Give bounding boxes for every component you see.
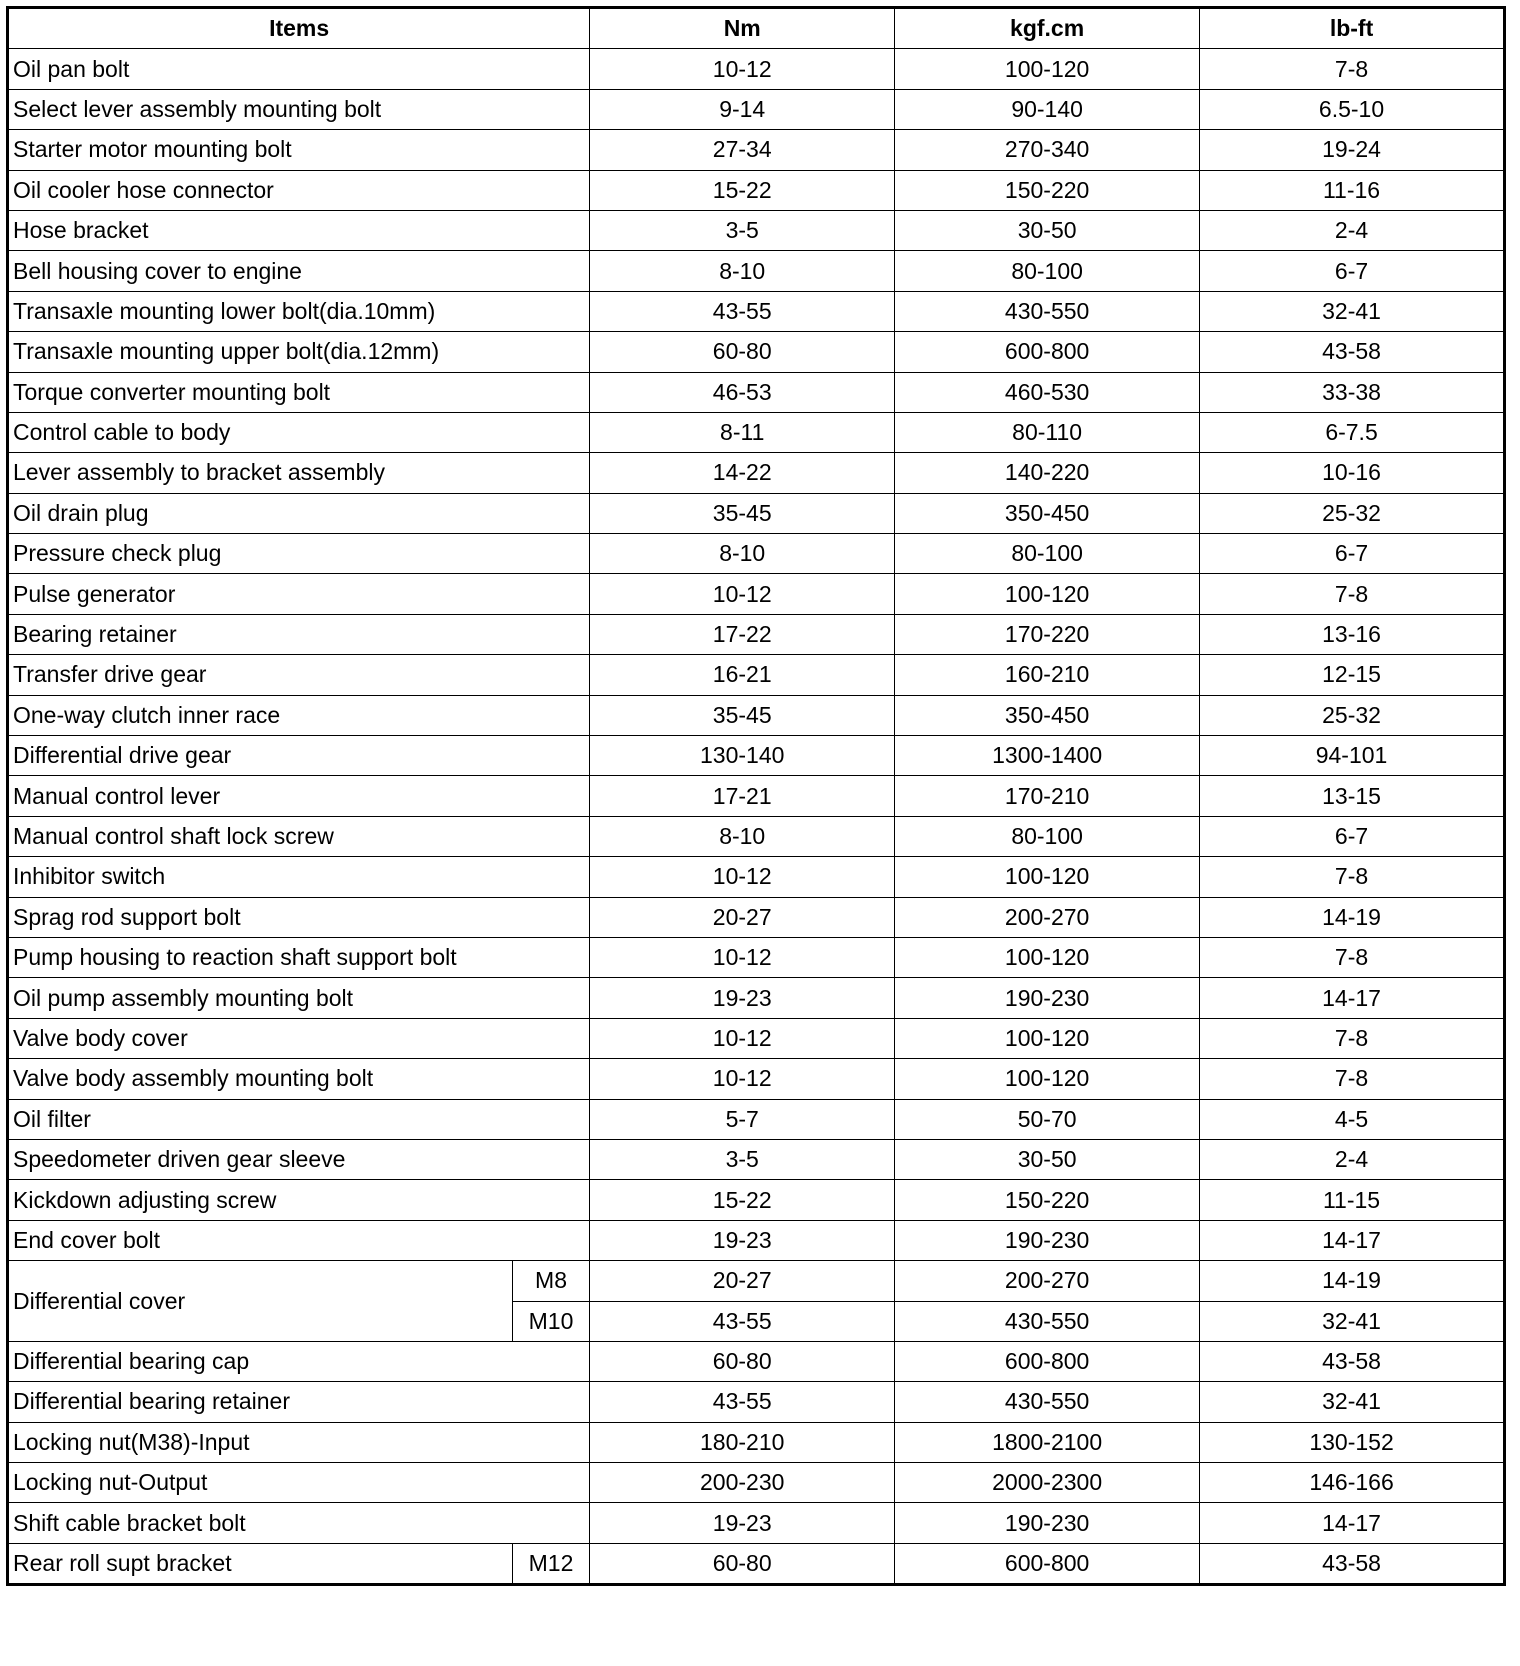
lb-ft-value-cell: 94-101 [1200, 736, 1505, 776]
nm-value-cell: 10-12 [590, 49, 895, 89]
lb-ft-value-cell: 2-4 [1200, 1139, 1505, 1179]
lb-ft-value-cell: 32-41 [1200, 291, 1505, 331]
lb-ft-value-cell: 14-19 [1200, 897, 1505, 937]
item-name-cell: Manual control shaft lock screw [8, 816, 590, 856]
nm-value-cell: 15-22 [590, 170, 895, 210]
item-name-cell: Transaxle mounting lower bolt(dia.10mm) [8, 291, 590, 331]
kgf-cm-value-cell: 200-270 [895, 897, 1200, 937]
nm-value-cell: 8-11 [590, 412, 895, 452]
kgf-cm-value-cell: 80-110 [895, 412, 1200, 452]
kgf-cm-value-cell: 2000-2300 [895, 1463, 1200, 1503]
header-kgf-cm: kgf.cm [895, 8, 1200, 49]
lb-ft-value-cell: 33-38 [1200, 372, 1505, 412]
table-row [8, 816, 1505, 856]
table-row [8, 574, 1505, 614]
kgf-cm-value-cell: 140-220 [895, 453, 1200, 493]
lb-ft-value-cell: 7-8 [1200, 1059, 1505, 1099]
table-row [8, 1180, 1505, 1220]
table-row [8, 736, 1505, 776]
kgf-cm-value-cell: 100-120 [895, 857, 1200, 897]
item-name-cell: Bell housing cover to engine [8, 251, 590, 291]
lb-ft-value-cell: 25-32 [1200, 493, 1505, 533]
item-name-cell: Shift cable bracket bolt [8, 1503, 590, 1543]
lb-ft-value-cell: 7-8 [1200, 937, 1505, 977]
kgf-cm-value-cell: 80-100 [895, 534, 1200, 574]
kgf-cm-value-cell: 100-120 [895, 49, 1200, 89]
kgf-cm-value-cell: 80-100 [895, 816, 1200, 856]
kgf-cm-value-cell: 460-530 [895, 372, 1200, 412]
kgf-cm-value-cell: 270-340 [895, 130, 1200, 170]
table-row [8, 1220, 1505, 1260]
table-row [8, 291, 1505, 331]
item-name-cell: Speedometer driven gear sleeve [8, 1139, 590, 1179]
lb-ft-value-cell: 43-58 [1200, 332, 1505, 372]
table-row [8, 776, 1505, 816]
nm-value-cell: 10-12 [590, 937, 895, 977]
lb-ft-value-cell: 12-15 [1200, 655, 1505, 695]
table-row [8, 1341, 1505, 1381]
nm-value-cell: 180-210 [590, 1422, 895, 1462]
kgf-cm-value-cell: 50-70 [895, 1099, 1200, 1139]
lb-ft-value-cell: 7-8 [1200, 1018, 1505, 1058]
lb-ft-value-cell: 13-16 [1200, 614, 1505, 654]
nm-value-cell: 46-53 [590, 372, 895, 412]
lb-ft-value-cell: 32-41 [1200, 1382, 1505, 1422]
table-row [8, 130, 1505, 170]
lb-ft-value-cell: 146-166 [1200, 1463, 1505, 1503]
table-row [8, 1059, 1505, 1099]
header-row [8, 8, 1505, 49]
kgf-cm-value-cell: 150-220 [895, 170, 1200, 210]
table-row [8, 534, 1505, 574]
lb-ft-value-cell: 6-7.5 [1200, 412, 1505, 452]
nm-value-cell: 19-23 [590, 978, 895, 1018]
table-row [8, 372, 1505, 412]
table-row [8, 1139, 1505, 1179]
item-name-cell: Oil cooler hose connector [8, 170, 590, 210]
lb-ft-value-cell: 7-8 [1200, 49, 1505, 89]
lb-ft-value-cell: 19-24 [1200, 130, 1505, 170]
nm-value-cell: 35-45 [590, 695, 895, 735]
item-name-cell: Differential bearing cap [8, 1341, 590, 1381]
table-row [8, 1422, 1505, 1462]
kgf-cm-value-cell: 1800-2100 [895, 1422, 1200, 1462]
item-name-cell: Oil filter [8, 1099, 590, 1139]
item-name-cell: Lever assembly to bracket assembly [8, 453, 590, 493]
kgf-cm-value-cell: 170-210 [895, 776, 1200, 816]
torque-spec-table [6, 6, 1506, 1586]
nm-value-cell: 10-12 [590, 1059, 895, 1099]
kgf-cm-value-cell: 80-100 [895, 251, 1200, 291]
nm-value-cell: 3-5 [590, 210, 895, 250]
table-row [8, 655, 1505, 695]
kgf-cm-value-cell: 1300-1400 [895, 736, 1200, 776]
nm-value-cell: 15-22 [590, 1180, 895, 1220]
table-row [8, 937, 1505, 977]
table-row [8, 1099, 1505, 1139]
header-items: Items [8, 8, 590, 49]
table-row [8, 170, 1505, 210]
item-name-cell: Inhibitor switch [8, 857, 590, 897]
nm-value-cell: 60-80 [590, 1341, 895, 1381]
lb-ft-value-cell: 11-15 [1200, 1180, 1505, 1220]
table-row [8, 897, 1505, 937]
item-name-cell: Kickdown adjusting screw [8, 1180, 590, 1220]
kgf-cm-value-cell: 600-800 [895, 332, 1200, 372]
item-name-cell: Manual control lever [8, 776, 590, 816]
item-name-cell: Hose bracket [8, 210, 590, 250]
lb-ft-value-cell: 6-7 [1200, 251, 1505, 291]
table-row [8, 695, 1505, 735]
kgf-cm-value-cell: 190-230 [895, 1503, 1200, 1543]
lb-ft-value-cell: 14-17 [1200, 1220, 1505, 1260]
kgf-cm-value-cell: 170-220 [895, 614, 1200, 654]
item-name-cell: Pulse generator [8, 574, 590, 614]
nm-value-cell: 20-27 [590, 1261, 895, 1301]
lb-ft-value-cell: 11-16 [1200, 170, 1505, 210]
nm-value-cell: 60-80 [590, 1543, 895, 1584]
item-name-cell: Sprag rod support bolt [8, 897, 590, 937]
kgf-cm-value-cell: 350-450 [895, 695, 1200, 735]
table-row [8, 493, 1505, 533]
kgf-cm-value-cell: 90-140 [895, 89, 1200, 129]
nm-value-cell: 60-80 [590, 332, 895, 372]
nm-value-cell: 43-55 [590, 291, 895, 331]
table-row [8, 1503, 1505, 1543]
lb-ft-value-cell: 14-17 [1200, 978, 1505, 1018]
kgf-cm-value-cell: 190-230 [895, 978, 1200, 1018]
lb-ft-value-cell: 32-41 [1200, 1301, 1505, 1341]
kgf-cm-value-cell: 600-800 [895, 1341, 1200, 1381]
item-name-cell: Rear roll supt bracket [8, 1543, 513, 1584]
kgf-cm-value-cell: 30-50 [895, 1139, 1200, 1179]
nm-value-cell: 14-22 [590, 453, 895, 493]
item-name-cell: Pump housing to reaction shaft support bolt [8, 937, 590, 977]
table-row [8, 1463, 1505, 1503]
table-row [8, 978, 1505, 1018]
lb-ft-value-cell: 25-32 [1200, 695, 1505, 735]
table-row [8, 251, 1505, 291]
item-name-cell: Differential drive gear [8, 736, 590, 776]
nm-value-cell: 10-12 [590, 857, 895, 897]
item-name-cell: Locking nut(M38)-Input [8, 1422, 590, 1462]
item-name-cell: Valve body assembly mounting bolt [8, 1059, 590, 1099]
item-size-cell: M8 [512, 1261, 590, 1301]
lb-ft-value-cell: 14-19 [1200, 1261, 1505, 1301]
table-row [8, 1261, 1505, 1301]
item-name-cell: Starter motor mounting bolt [8, 130, 590, 170]
nm-value-cell: 8-10 [590, 816, 895, 856]
nm-value-cell: 27-34 [590, 130, 895, 170]
lb-ft-value-cell: 6-7 [1200, 816, 1505, 856]
kgf-cm-value-cell: 350-450 [895, 493, 1200, 533]
kgf-cm-value-cell: 430-550 [895, 291, 1200, 331]
lb-ft-value-cell: 130-152 [1200, 1422, 1505, 1462]
nm-value-cell: 43-55 [590, 1382, 895, 1422]
nm-value-cell: 8-10 [590, 251, 895, 291]
kgf-cm-value-cell: 430-550 [895, 1301, 1200, 1341]
item-size-cell: M12 [512, 1543, 590, 1584]
table-row [8, 1382, 1505, 1422]
kgf-cm-value-cell: 100-120 [895, 1018, 1200, 1058]
lb-ft-value-cell: 14-17 [1200, 1503, 1505, 1543]
table-row [8, 210, 1505, 250]
kgf-cm-value-cell: 100-120 [895, 1059, 1200, 1099]
item-name-cell: Valve body cover [8, 1018, 590, 1058]
table-row [8, 1018, 1505, 1058]
lb-ft-value-cell: 6.5-10 [1200, 89, 1505, 129]
table-row [8, 453, 1505, 493]
lb-ft-value-cell: 7-8 [1200, 574, 1505, 614]
lb-ft-value-cell: 6-7 [1200, 534, 1505, 574]
item-name-cell: Locking nut-Output [8, 1463, 590, 1503]
nm-value-cell: 19-23 [590, 1503, 895, 1543]
nm-value-cell: 20-27 [590, 897, 895, 937]
table-row [8, 49, 1505, 89]
item-name-cell: One-way clutch inner race [8, 695, 590, 735]
item-name-cell: Control cable to body [8, 412, 590, 452]
nm-value-cell: 10-12 [590, 574, 895, 614]
table-row [8, 89, 1505, 129]
table-row [8, 332, 1505, 372]
nm-value-cell: 17-22 [590, 614, 895, 654]
nm-value-cell: 8-10 [590, 534, 895, 574]
item-name-cell: Torque converter mounting bolt [8, 372, 590, 412]
table-body [8, 49, 1505, 1585]
nm-value-cell: 43-55 [590, 1301, 895, 1341]
nm-value-cell: 35-45 [590, 493, 895, 533]
nm-value-cell: 9-14 [590, 89, 895, 129]
lb-ft-value-cell: 4-5 [1200, 1099, 1505, 1139]
item-name-cell: Pressure check plug [8, 534, 590, 574]
item-name-cell: Oil pan bolt [8, 49, 590, 89]
table-row [8, 412, 1505, 452]
nm-value-cell: 5-7 [590, 1099, 895, 1139]
lb-ft-value-cell: 7-8 [1200, 857, 1505, 897]
header-nm: Nm [590, 8, 895, 49]
kgf-cm-value-cell: 190-230 [895, 1220, 1200, 1260]
lb-ft-value-cell: 13-15 [1200, 776, 1505, 816]
nm-value-cell: 19-23 [590, 1220, 895, 1260]
table-row [8, 1543, 1505, 1584]
item-name-cell: Differential bearing retainer [8, 1382, 590, 1422]
nm-value-cell: 3-5 [590, 1139, 895, 1179]
lb-ft-value-cell: 10-16 [1200, 453, 1505, 493]
kgf-cm-value-cell: 200-270 [895, 1261, 1200, 1301]
item-name-cell: Oil pump assembly mounting bolt [8, 978, 590, 1018]
kgf-cm-value-cell: 150-220 [895, 1180, 1200, 1220]
table-row [8, 857, 1505, 897]
kgf-cm-value-cell: 100-120 [895, 574, 1200, 614]
kgf-cm-value-cell: 600-800 [895, 1543, 1200, 1584]
nm-value-cell: 200-230 [590, 1463, 895, 1503]
lb-ft-value-cell: 2-4 [1200, 210, 1505, 250]
item-size-cell: M10 [512, 1301, 590, 1341]
lb-ft-value-cell: 43-58 [1200, 1341, 1505, 1381]
item-name-cell: End cover bolt [8, 1220, 590, 1260]
nm-value-cell: 16-21 [590, 655, 895, 695]
kgf-cm-value-cell: 30-50 [895, 210, 1200, 250]
item-name-cell: Differential cover [8, 1261, 513, 1342]
item-name-cell: Select lever assembly mounting bolt [8, 89, 590, 129]
header-lb-ft: lb-ft [1200, 8, 1505, 49]
nm-value-cell: 130-140 [590, 736, 895, 776]
kgf-cm-value-cell: 160-210 [895, 655, 1200, 695]
nm-value-cell: 10-12 [590, 1018, 895, 1058]
table-row [8, 614, 1505, 654]
kgf-cm-value-cell: 100-120 [895, 937, 1200, 977]
item-name-cell: Bearing retainer [8, 614, 590, 654]
item-name-cell: Transfer drive gear [8, 655, 590, 695]
item-name-cell: Oil drain plug [8, 493, 590, 533]
kgf-cm-value-cell: 430-550 [895, 1382, 1200, 1422]
lb-ft-value-cell: 43-58 [1200, 1543, 1505, 1584]
nm-value-cell: 17-21 [590, 776, 895, 816]
item-name-cell: Transaxle mounting upper bolt(dia.12mm) [8, 332, 590, 372]
